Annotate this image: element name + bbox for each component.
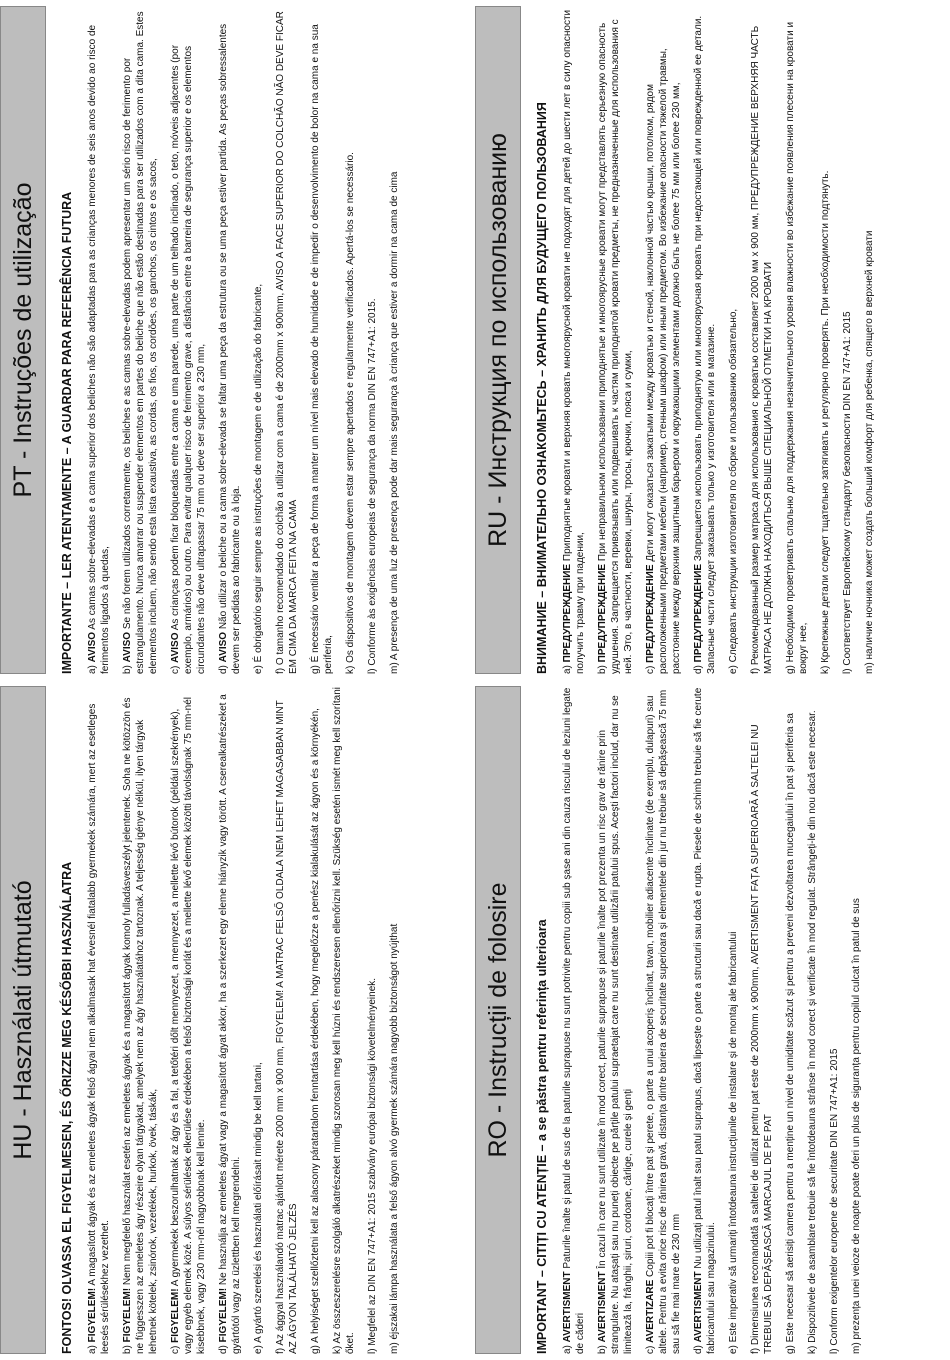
item-letter: l) xyxy=(841,665,853,674)
item-warning-label: ПРЕДУПРЕЖДЕНИЕ xyxy=(561,563,573,663)
item-warning-label: AVISO xyxy=(86,631,98,663)
section-hu xyxy=(0,680,475,1360)
item-text: Copiii pot fi blocați între pat și perete, o parte a unui acoperiș înclinat, tavan, mobilier adiacente înclinate (de exemplu, dulapuri) sau altele. Pentru a evita orice risc de rănirea gravă, distanța dintre bariera de securitate superioara și elementele din jur nu trebuie să depășească 75 mm sau să fie mai mare de 230 mm xyxy=(644,689,682,1354)
instruction-item xyxy=(274,6,300,674)
item-text: Az összeszerelésre szolgáló alkatrészeket mindig szorosan meg kell húzni és rendszeresen ellenőrizni kell. Szükség esetén ismét meg kell szorítani őket. xyxy=(331,687,356,1354)
item-letter: c) xyxy=(169,662,181,674)
item-letter: f) xyxy=(749,1345,761,1354)
item-letter: l) xyxy=(828,1345,840,1354)
instruction-item xyxy=(169,6,208,674)
item-letter: c) xyxy=(644,662,656,674)
item-text: A helyiséget szellőztetni kell az alacsony páratartalom fenntartása érdekében, hogy megelőzze a penész kialakulását az ágyon és a környékén, xyxy=(309,708,321,1343)
item-text: Nu utilizați patul înalt sau patul suprapus, dacă lipsește o parte a structurii sau dacă e rupta. Piesele de schimb trebuie să fie cerute fabricantului sau magazinului. xyxy=(692,687,717,1354)
item-letter: f) xyxy=(274,1345,286,1354)
instruction-item xyxy=(121,6,160,674)
item-letter: d) xyxy=(217,662,229,674)
instruction-item xyxy=(309,686,322,1354)
item-letter: b) xyxy=(121,1342,133,1354)
instruction-item xyxy=(644,686,683,1354)
instruction-item xyxy=(86,6,112,674)
instruction-item xyxy=(784,6,810,674)
section-ru xyxy=(475,0,950,680)
item-letter: e) xyxy=(727,662,739,674)
item-warning-label: AVISO xyxy=(217,631,229,663)
instruction-item xyxy=(561,686,587,1354)
item-letter: k) xyxy=(331,1343,343,1354)
section-intro: IMPORTANTE – LER ATENTAMENTE – A GUARDAR PARA REFERÊNCIA FUTURA xyxy=(60,191,74,674)
section-ro xyxy=(475,680,950,1360)
item-letter: l) xyxy=(366,1345,378,1354)
instruction-item xyxy=(828,686,841,1354)
item-text: Az ággyal használandó matrac ajánlott mérete 2000 mm x 900 mm, FIGYELEM! A MATRAC FELSŐ OLDALA NEM LEHET MAGASABBAN MINT AZ ÁGYON TALÁLHATÓ JELZÉS xyxy=(274,700,299,1354)
item-text: É necessário ventilar a peça de forma a manter um nível mais elevado de humidade e de impedir o desenvolvimento de bolor na cama e na sua periferia, xyxy=(309,24,334,674)
item-text: Крепежные детали следует тщательно затягивать и регулярно проверять. При необходимости подтянуть. xyxy=(819,170,831,663)
item-warning-label: FIGYELEM! xyxy=(121,1287,133,1343)
item-warning-label: FIGYELEM! xyxy=(217,1287,229,1343)
instruction-item xyxy=(644,6,683,674)
instruction-item xyxy=(252,6,265,674)
item-warning-label: AVERTISMENT xyxy=(692,1271,704,1343)
item-warning-label: AVERTISMENT xyxy=(596,1271,608,1343)
item-letter: d) xyxy=(217,1342,229,1354)
item-letter: e) xyxy=(252,662,264,674)
item-text: наличие ночника может создать больший комфорт для ребенка, спящего в верхней кровати xyxy=(863,230,875,660)
item-letter: c) xyxy=(169,1342,181,1354)
item-text: Não utilizar o beliche ou a cama sobre-elevada se faltar uma peça da estrutura ou se uma peça estiver partida. As peças sobressalentes devem ser pedidas ao fabricante ou à loja. xyxy=(217,23,242,674)
item-warning-label: AVISO xyxy=(169,632,181,663)
item-text: Dispozitivele de asamblare trebuie să fie întotdeauna strânse în mod corect și verificate în mod regulat. Strângeți-le din nou dacă este necesar. xyxy=(806,710,818,1343)
instruction-item xyxy=(388,6,401,674)
instruction-item xyxy=(366,686,379,1354)
item-text: Запрещается использовать приподнятую или многоярусная кровать при недостающей или поврежденной ее детали. Запасные части следует заказывать только у изготовителя или в магазине. xyxy=(692,15,717,674)
item-text: A magasított ágyak és az emeletes ágyak felső ágyai nem alkalmasak hat évesnél fiatalabb gyermekek számára, mert az esetleges leesés sérülésekhez vezethet. xyxy=(86,703,111,1354)
item-letter: m) xyxy=(850,1339,862,1354)
instruction-item xyxy=(596,686,635,1354)
instruction-item xyxy=(331,686,357,1354)
item-letter: b) xyxy=(596,1342,608,1354)
item-letter: g) xyxy=(309,1342,321,1354)
section-title: RO - Instrucții de folosire xyxy=(475,686,521,1354)
item-text: Se não forem utilizados corretamente, os beliches e as camas sobre-elevadas podem apresentar um sério risco de ferimento por estrangulamento. Nunca amarrar ou suspender elementos em partes do beliche que não estão destinadas para ser utilizados com a dita cama. Estes elementos incluem, não sendo esta lista exaustiva, as cordas, os fios, os cordões, os ganchos, os cintos e os sacos, xyxy=(121,11,159,674)
instruction-item xyxy=(850,686,863,1354)
item-text: Os dispositivos de montagem devem estar sempre apertados e regularmente verificados. Apertá-los se necessário. xyxy=(344,152,356,663)
item-letter: k) xyxy=(806,1342,818,1354)
item-letter: g) xyxy=(309,662,321,674)
item-text: Рекомендованный размер матраса для использования с кроватью составляет 2000 мм x 900 мм, ПРЕДУПРЕЖДЕНИЕ ВЕРХНЯЯ ЧАСТЬ МАТРАСА НЕ ДОЛЖНА НАХОДИТЬСЯ ВЫШЕ СПЕЦИАЛЬНОЙ ОТМЕТКИ НА КРОВАТИ xyxy=(749,25,774,674)
ru-rotated-content xyxy=(475,0,950,680)
instruction-item xyxy=(309,6,335,674)
item-warning-label: FIGYELEM! xyxy=(169,1288,181,1343)
item-text: Paturile înalte și patul de sus de la paturile suprapuse nu sunt potrivite pentru copiii sub șase ani din cauza riscului de leziuni legate de căderi xyxy=(561,687,586,1354)
item-letter: a) xyxy=(86,1342,98,1354)
section-intro: FONTOS! OLVASSA EL FIGYELMESEN, ÉS ŐRIZZE MEG KÉSŐBBI HASZNÁLATRA xyxy=(60,861,74,1354)
instruction-item xyxy=(217,6,243,674)
section-intro: IMPORTANT – CITIȚI CU ATENȚIE – a se păstra pentru referința ulterioara xyxy=(535,919,549,1354)
hu-rotated-content xyxy=(0,680,475,1360)
item-letter: k) xyxy=(819,662,831,674)
item-text: prezența unei veioze de noapte poate oferi un plus de siguranța pentru copilul culcat în patul de sus xyxy=(850,898,862,1340)
item-text: éjszakai lámpa használata a felső ágyon alvó gyermek számára nagyobb biztonságot nyújthat xyxy=(388,923,400,1340)
instruction-item xyxy=(692,6,718,674)
item-text: Este necesar să aerisiți camera pentru a menține un nivel de umiditate scăzut și pentru a preveni dezvoltarea mucegaiului în pat și periferia sa xyxy=(784,713,796,1343)
instruction-item xyxy=(692,686,718,1354)
instruction-item xyxy=(727,686,740,1354)
item-letter: g) xyxy=(784,1342,796,1354)
instruction-item xyxy=(169,686,208,1354)
item-letter: f) xyxy=(749,665,761,674)
item-letter: a) xyxy=(561,662,573,674)
item-text: Приподнятые кровати и верхняя кровать многоярусной кровати не подходят для детей до шести лет в силу опасности получить травму при падении, xyxy=(561,9,586,674)
instruction-item xyxy=(749,686,775,1354)
item-letter: m) xyxy=(388,660,400,674)
instruction-item xyxy=(86,686,112,1354)
item-warning-label: FIGYELEM! xyxy=(86,1287,98,1343)
instruction-item xyxy=(217,686,243,1354)
item-text: Megfelel az DIN EN 747+A1: 2015 szabvány európai biztonsági követelményeinek. xyxy=(366,977,378,1346)
item-letter: g) xyxy=(784,662,796,674)
item-letter: f) xyxy=(274,665,286,674)
item-letter: m) xyxy=(863,659,875,674)
item-text: Conforme às exigências europeias de segurança da norma DIN EN 747+A1: 2015. xyxy=(366,298,378,666)
instruction-item xyxy=(749,6,775,674)
instruction-item xyxy=(863,6,876,674)
section-title: HU - Használati útmutató xyxy=(0,686,46,1354)
item-letter: a) xyxy=(561,1342,573,1354)
section-intro: ВНИМАНИЕ – ВНИМАТЕЛЬНО ОЗНАКОМЬТЕСЬ – ХРАНИТЬ ДЛЯ БУДУЩЕГО ПОЛЬЗОВАНИЯ xyxy=(535,102,549,674)
item-text: A gyártó szerelési és használati előírásait mindig be kell tartani, xyxy=(252,1062,264,1343)
item-warning-label: AVERTISMENT xyxy=(561,1271,573,1343)
section-title: RU - Инструкция по использованию xyxy=(475,6,521,674)
item-text: При неправильном использовании приподнятые и многоярусные кровати могут представлять серьезную опасность удушения. Запрещается привязывать или подвешивать к частям приподнятой кровати предметы, не предназначенные для использования с ней. Это, в частности, веревки, шнуры, тросы, крючки, пояса и сумки, xyxy=(596,19,634,674)
item-text: Dimensiunea recomandată a saltelei de utilizat pentru pat este de 2000mm x 900mm, AVERTISMENT FAȚA SUPERIOARĂ A SALTELEI NU TREBUIE SĂ DEPĂȘEASCĂ MARCAJUL DE PE PAT xyxy=(749,724,774,1354)
instruction-item xyxy=(252,686,265,1354)
instruction-item xyxy=(388,686,401,1354)
item-text: Дети могут оказаться зажатыми между кроватью и стеной, наклонной частью крыши, потолком, рядом расположенными предметами мебели (например, стенным шкафом) или иным предметом. Во избежание опасности тяжелой травмы, расстояние между верхним защитным барьером и окружающими элементами должно быть не более 75 мм или более 230 мм, xyxy=(644,48,682,674)
item-warning-label: ПРЕДУПРЕЖДЕНИЕ xyxy=(644,564,656,663)
ro-rotated-content xyxy=(475,680,950,1360)
instruction-item xyxy=(561,6,587,674)
section-title: PT - Instruções de utilização xyxy=(0,6,46,674)
instruction-item xyxy=(727,6,740,674)
item-text: Conform exigentelor europene de securitate DIN EN 747+A1: 2015 xyxy=(828,1048,840,1346)
item-letter: d) xyxy=(692,1342,704,1354)
item-text: Este imperativ să urmariți întotdeauna instrucțiunile de instalare și de montaj ale fabricantului xyxy=(727,931,739,1343)
item-letter: a) xyxy=(86,662,98,674)
section-pt xyxy=(0,0,475,680)
instruction-item xyxy=(366,6,379,674)
item-warning-label: AVERTIZARE xyxy=(644,1279,656,1343)
instruction-item xyxy=(596,6,635,674)
item-text: Соответствует Европейскому стандарту безопасности DIN EN 747+A1: 2015 xyxy=(841,311,853,666)
item-letter: k) xyxy=(344,662,356,674)
item-warning-label: ПРЕДУПРЕЖДЕНИЕ xyxy=(596,563,608,663)
item-warning-label: AVISO xyxy=(121,631,133,663)
item-text: A presença de uma luz de presença pode dar mais segurança à criança que estiver a dormir na cama de cima xyxy=(388,171,400,661)
item-text: É obrigatório seguir sempre as instruções de montagem e de utilização do fabricante, xyxy=(252,283,264,663)
instruction-item xyxy=(784,686,797,1354)
item-letter: e) xyxy=(727,1342,739,1354)
item-text: Следовать инструкции изготовителя по сборке и пользованию обязательно, xyxy=(727,308,739,663)
item-text: A gyermekek beszorulhatnak az ágy és a fal, a tetőtéri dőlt mennyezet, a mennyezet, a mellette lévő bútorok (például szekrények), vagy egyéb elemek közé. A súlyos sérülések elkerülése érdekében a felső biztonsági korlát és a mellette lévő elemek közötti távolságnak 75 mm-nél kisebbnek, vagy 230 mm-nél nagyobbnak kell lennie. xyxy=(169,696,207,1354)
item-warning-label: ПРЕДУПРЕЖДЕНИЕ xyxy=(692,563,704,663)
item-letter: m) xyxy=(388,1339,400,1354)
item-letter: l) xyxy=(366,665,378,674)
pt-rotated-content xyxy=(0,0,475,680)
item-text: As crianças podem ficar bloqueadas entre a cama e uma parede, uma parte de um telhado inclinado, o teto, móveis adjacentes (por exemplo, armários) ou outro. Para evitar qualquer risco de ferimento grave, a distância entre a barreira de segurança superior e os elementos circundantes não deve ultrapassar 75 mm ou deve ser superior a 230 mm, xyxy=(169,44,207,674)
item-text: Nem megfelelő használat esetén az emeletes ágyak és a magasított ágyak komoly fulladásveszélyt jelentenek. Soha ne kötözzön és ne függesszen az emeletes ágy részeire olyan tárgyakat, amelyek nem az ágy használatához tartoznak. A teljesség igénye nélkül, ilyen tárgyak lehetnek kötelek, zsinórok, vezetékek, hurkok, övek, táskák, xyxy=(121,697,159,1354)
instruction-item xyxy=(274,686,300,1354)
item-text: Необходимо проветривать спальню для поддержания незначительного уровня влажности во избежание появления плесени на кровати и вокруг нее, xyxy=(784,21,809,674)
instruction-item xyxy=(344,6,357,674)
item-text: În cazul în care nu sunt utilizate în mod corect, paturile suprapuse și paturile înalte pot prezenta un risc grav de rănire prin strangulare. Nu atașați sau nu puneți obiecte pe părțile patului supraetajat care nu sunt destinate utilizării patului spus. Acești factori includ, dar nu se limitează la, frânghii, șiruri, cordoane, cârlige, curele și genți xyxy=(596,695,634,1354)
item-text: Ne használja az emeletes ágyat vagy a magasított ágyat akkor, ha a szerkezet egy eleme hiányzik vagy törött. A cserealkatrészeket a gyártótól vagy az üzlettben kell megrendelni. xyxy=(217,694,242,1354)
item-text: As camas sobre-elevadas e a cama superior dos beliches não são adaptadas para as crianças menores de seis anos devido ao risco de ferimentos ligados à quedas, xyxy=(86,24,111,674)
instruction-item xyxy=(121,686,160,1354)
item-text: O tamanho recomendado do colchão a utilizar com a cama é de 2000mm x 900mm, AVISO A FACE SUPERIOR DO COLCHÃO NÃO DEVE FICAR EM CIMA DA MARCA FEITA NA CAMA xyxy=(274,11,299,674)
item-letter: d) xyxy=(692,662,704,674)
instruction-item xyxy=(806,686,819,1354)
item-letter: e) xyxy=(252,1342,264,1354)
instruction-item xyxy=(841,6,854,674)
item-letter: b) xyxy=(121,662,133,674)
instruction-item xyxy=(819,6,832,674)
item-letter: c) xyxy=(644,1342,656,1354)
item-letter: b) xyxy=(596,662,608,674)
